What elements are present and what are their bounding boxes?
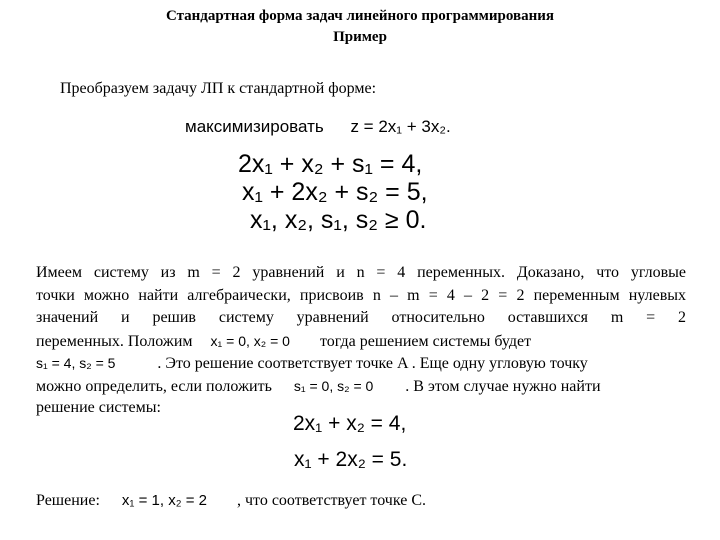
page-title: Стандартная форма задач линейного программирования (165, 8, 555, 24)
paragraph-line-6-start: можно определить, если положить (36, 377, 272, 395)
objective-line (185, 117, 451, 137)
paragraph-line-4-end: тогда решением системы будет (319, 332, 532, 350)
objective-label: максимизировать (185, 117, 324, 136)
solution-tail: , что соответствует точке C. (236, 492, 426, 509)
system1-eq2: x₁ + 2x₂ + s₂ = 5, (242, 178, 428, 206)
solution-label: Решение: (36, 492, 100, 509)
system1-eq1: 2x₁ + x₂ + s₁ = 4, (238, 150, 423, 178)
paragraph-line-5 (36, 352, 686, 375)
paragraph-line-4 (36, 330, 686, 353)
paragraph-line-1: Имеем систему из m = 2 уравнений и n = 4 переменных. Доказано, что угловые (36, 264, 686, 281)
explanation-paragraph (36, 262, 686, 420)
formula-s-zero: s₁ = 0, s₂ = 0 (293, 377, 374, 394)
system1-constraint: x₁, x₂, s₁, s₂ ≥ 0. (250, 206, 427, 234)
solution-formula: x₁ = 1, x₂ = 2 (121, 492, 207, 509)
system2-eq1: 2x₁ + x₂ = 4, (293, 412, 407, 435)
page-subtitle: Пример (333, 29, 387, 45)
formula-x-zero: x₁ = 0, x₂ = 0 (210, 332, 290, 349)
formula-s-values: s₁ = 4, s₂ = 5 (36, 355, 116, 371)
paragraph-line-3: значений и решив систему уравнений относительно оставшихся m = 2 (36, 309, 686, 326)
objective-formula: z = 2x₁ + 3x₂. (350, 117, 451, 136)
paragraph-line-7: решение системы: (36, 399, 161, 416)
paragraph-line-5-end: . Это решение соответствует точке A . Еще одну угловую точку (157, 355, 588, 372)
system2-eq2: x₁ + 2x₂ = 5. (294, 448, 408, 471)
paragraph-line-2: точки можно найти алгебраически, присвоив n – m = 4 – 2 = 2 переменным нулевых (36, 286, 686, 304)
paragraph-line-6 (36, 375, 686, 398)
intro-text: Преобразуем задачу ЛП к стандартной форме: (60, 80, 377, 97)
paragraph-line-6-end: . В этом случае нужно найти (405, 377, 601, 395)
solution-line (36, 492, 426, 510)
paragraph-line-4-start: переменных. Положим (36, 332, 193, 350)
